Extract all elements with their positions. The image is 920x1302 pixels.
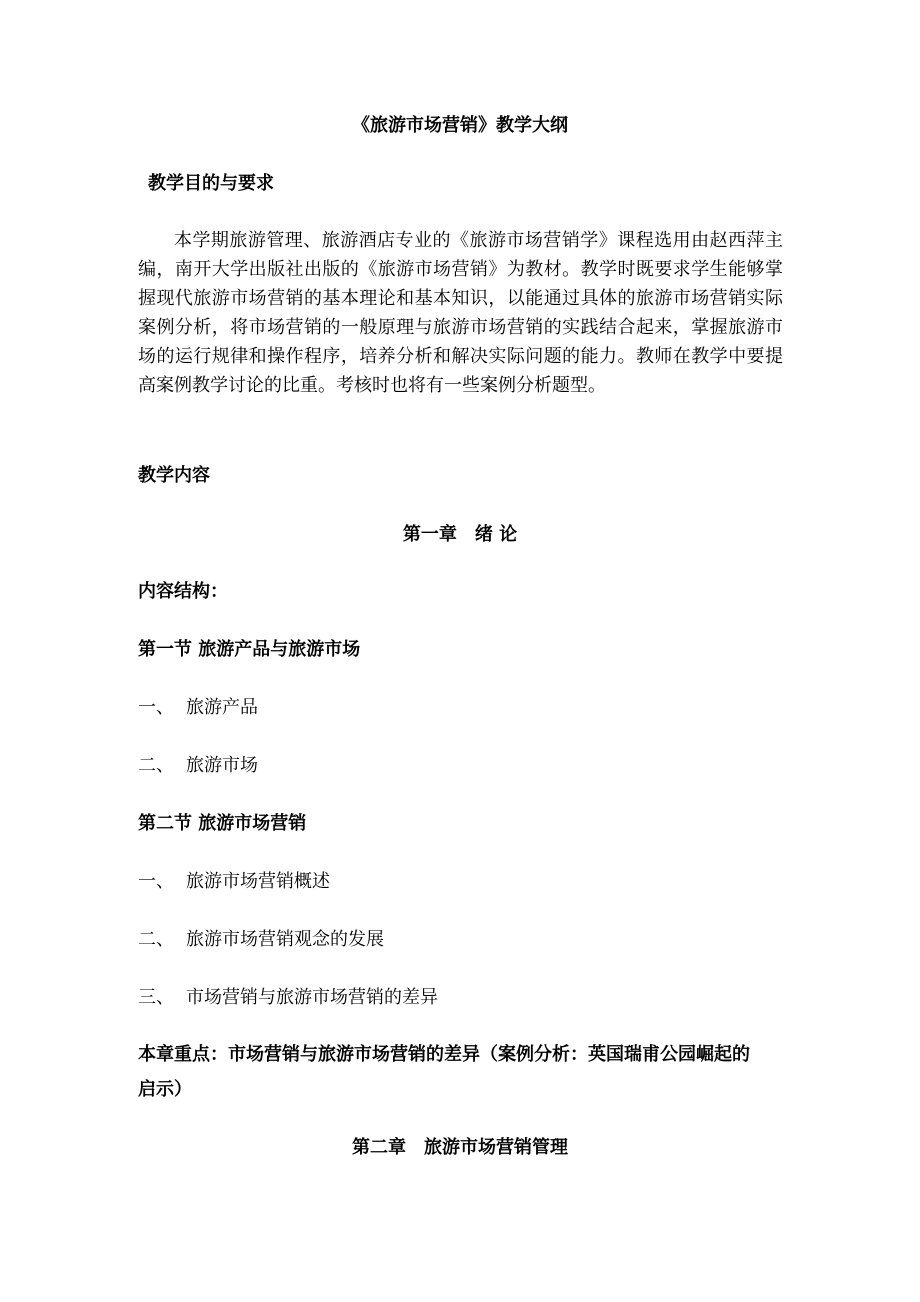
- list-item-number: 一、: [138, 871, 174, 892]
- list-item-text: 旅游市场营销观念的发展: [186, 929, 384, 950]
- section2-title: 第二节 旅游市场营销: [138, 813, 307, 834]
- structure-label: 内容结构：: [138, 581, 228, 602]
- objectives-paragraph: 本学期旅游管理、旅游酒店专业的《旅游市场营销学》课程选用由赵西萍主编，南开大学出版社出版的《旅游市场营销》为教材。教学时既要求学生能够掌握现代旅游市场营销的基本理论和基本知识，以能通过具体的旅游市场营销实际案例分析，将市场营销的一般原理与旅游市场营销的实践结合起来，掌握旅游市场的运行规律和操作程序，培养分析和解决实际问题的能力。教师在教学中要提高案例教学讨论的比重。考核时也将有一些案例分析题型。: [138, 230, 783, 396]
- key-points-line-2: 启示）: [138, 1079, 192, 1100]
- list-item: [138, 754, 258, 778]
- list-item-text: 旅游产品: [186, 697, 258, 718]
- list-item-text: 市场营销与旅游市场营销的差异: [186, 987, 438, 1008]
- chapter2-title: 第二章 旅游市场营销管理: [352, 1137, 568, 1158]
- key-points-line-1: 本章重点：市场营销与旅游市场营销的差异（案例分析：英国瑞甫公园崛起的: [138, 1044, 750, 1065]
- list-item: [138, 696, 258, 720]
- list-item: [138, 870, 330, 894]
- content-heading: 教学内容: [138, 465, 210, 486]
- chapter1-title: 第一章 绪 论: [402, 524, 518, 545]
- list-item: [138, 986, 438, 1010]
- list-item-text: 旅游市场: [186, 755, 258, 776]
- list-item-text: 旅游市场营销概述: [186, 871, 330, 892]
- list-item-number: 三、: [138, 987, 174, 1008]
- list-item-number: 二、: [138, 755, 174, 776]
- document-title: 《旅游市场营销》教学大纲: [352, 115, 568, 136]
- list-item: [138, 928, 384, 952]
- list-item-number: 二、: [138, 929, 174, 950]
- list-item-number: 一、: [138, 697, 174, 718]
- objectives-heading: 教学目的与要求: [148, 173, 274, 194]
- section1-title: 第一节 旅游产品与旅游市场: [138, 639, 361, 660]
